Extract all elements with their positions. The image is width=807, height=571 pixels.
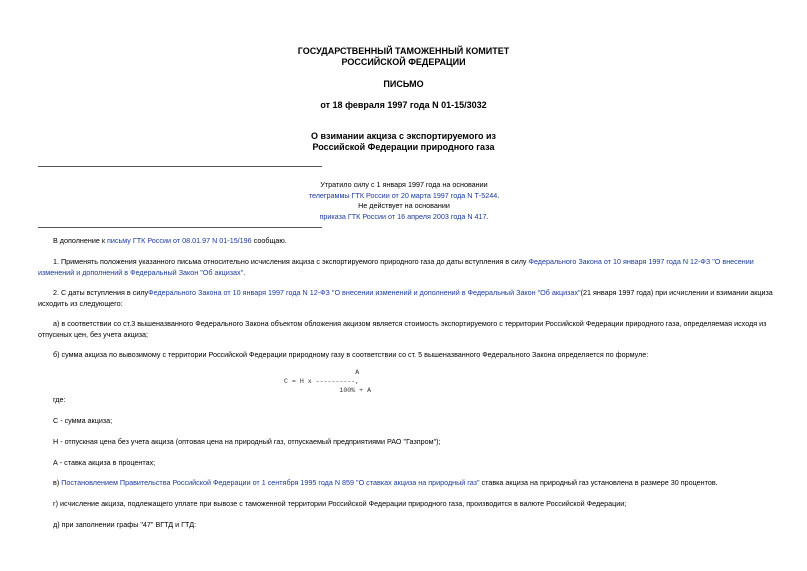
paragraph-b: б) сумма акциза по вывозимому с территории Российской Федерации природному газу в соответствии со ст. 5 вышеназванного Федерального Закона определяется по формуле: — [53, 350, 649, 359]
formula-numerator: А — [284, 369, 360, 376]
link-federal-law-12fz[interactable]: Федерального Закона от 10 января 1997 года N 12-ФЗ "О внесении изменений и дополнений в Федеральный Закон "Об акцизах" — [38, 257, 754, 277]
document-title-line-2: Российской Федерации природного газа — [312, 142, 495, 152]
document-type: ПИСЬМО — [383, 79, 424, 89]
paragraph-intro: В дополнение к письму ГТК России от 08.01.97 N 01-15/196 сообщаю. — [53, 236, 287, 245]
paragraph-a-def: А - ставка акциза в процентах; — [53, 458, 156, 467]
document-title-line-1: О взимании акциза с экспортируемого из — [311, 131, 496, 141]
paragraph-v: в) Постановлением Правительства Российской Федерации от 1 сентября 1995 года N 859 "О ставках акциза на природный газ" ставка акциза на природный газ установлена в размере 30 процентов. — [53, 478, 718, 487]
document-date: от 18 февраля 1997 года N 01-15/3032 — [320, 100, 487, 110]
paragraph-n-def: Н - отпускная цена без учета акциза (оптовая цена на природный газ, отпускаемый предприятиями РАО "Газпром"); — [53, 437, 441, 446]
link-letter-196[interactable]: письму ГТК России от 08.01.97 N 01-15/196 — [107, 236, 252, 245]
paragraph-2: 2. С даты вступления в силуФедерального Закона от 10 января 1997 года N 12-ФЗ "О внесении изменений и дополнений в Федеральный Закон "Об акцизах"(21 января 1997 года) при исчислении и взимании акциза исходить из следующего: — [38, 288, 773, 308]
status-note — [236, 180, 572, 222]
paragraph-g: г) исчисление акциза, подлежащего уплате при вывозе с таможенной территории Российской Федерации природного газа, производится в валюте Российской Федерации; — [53, 499, 627, 508]
paragraph-1: 1. Применять положения указанного письма относительно исчисления акциза с экспортируемого природного газа до даты вступления в силу Федерального Закона от 10 января 1997 года N 12-ФЗ "О внесении изменений и дополнений в Федеральный Закон "Об акцизах". — [38, 257, 754, 277]
divider-top — [38, 166, 322, 167]
status-line-3: Не действует на основании — [358, 201, 450, 210]
status-line-1: Утратило силу с 1 января 1997 года на основании — [320, 180, 488, 189]
divider-bottom — [38, 227, 322, 228]
paragraph-d: д) при заполнении графы "47" ВГТД и ГТД: — [53, 520, 197, 529]
formula-main: С = Н х ----------, — [284, 378, 360, 385]
paragraph-a: а) в соответствии со ст.3 вышеназванного Федерального Закона объектом обложения акцизом является стоимость экспортируемого с территории Российской Федерации природного газа, определяемая исходя из отпускных цен, без учета акциза; — [38, 319, 767, 339]
link-federal-law-12fz-2[interactable]: Федерального Закона от 10 января 1997 года N 12-ФЗ "О внесении изменений и дополнений в Федеральный Закон "Об акцизах" — [148, 288, 581, 297]
status-line-4: приказа ГТК России от 16 апреля 2003 года N 417. — [319, 211, 489, 221]
paragraph-c-def: С - сумма акциза; — [53, 416, 113, 425]
status-link-order[interactable]: приказа ГТК России от 16 апреля 2003 года N 417 — [319, 211, 487, 221]
issuer-line-1: ГОСУДАРСТВЕННЫЙ ТАМОЖЕННЫЙ КОМИТЕТ — [297, 46, 510, 56]
status-line-2: телеграммы ГТК России от 20 марта 1997 года N Т-5244. — [308, 190, 500, 200]
formula — [284, 368, 371, 395]
status-link-telegram[interactable]: телеграммы ГТК России от 20 марта 1997 года N Т-5244 — [308, 190, 498, 200]
paragraph-where: где: — [53, 395, 66, 404]
issuer-line-2: РОССИЙСКОЙ ФЕДЕРАЦИИ — [341, 57, 466, 67]
link-government-decree-859[interactable]: Постановлением Правительства Российской Федерации от 1 сентября 1995 года N 859 "О ставках акциза на природный газ" — [61, 478, 480, 487]
formula-denominator: 100% + А — [284, 387, 372, 394]
